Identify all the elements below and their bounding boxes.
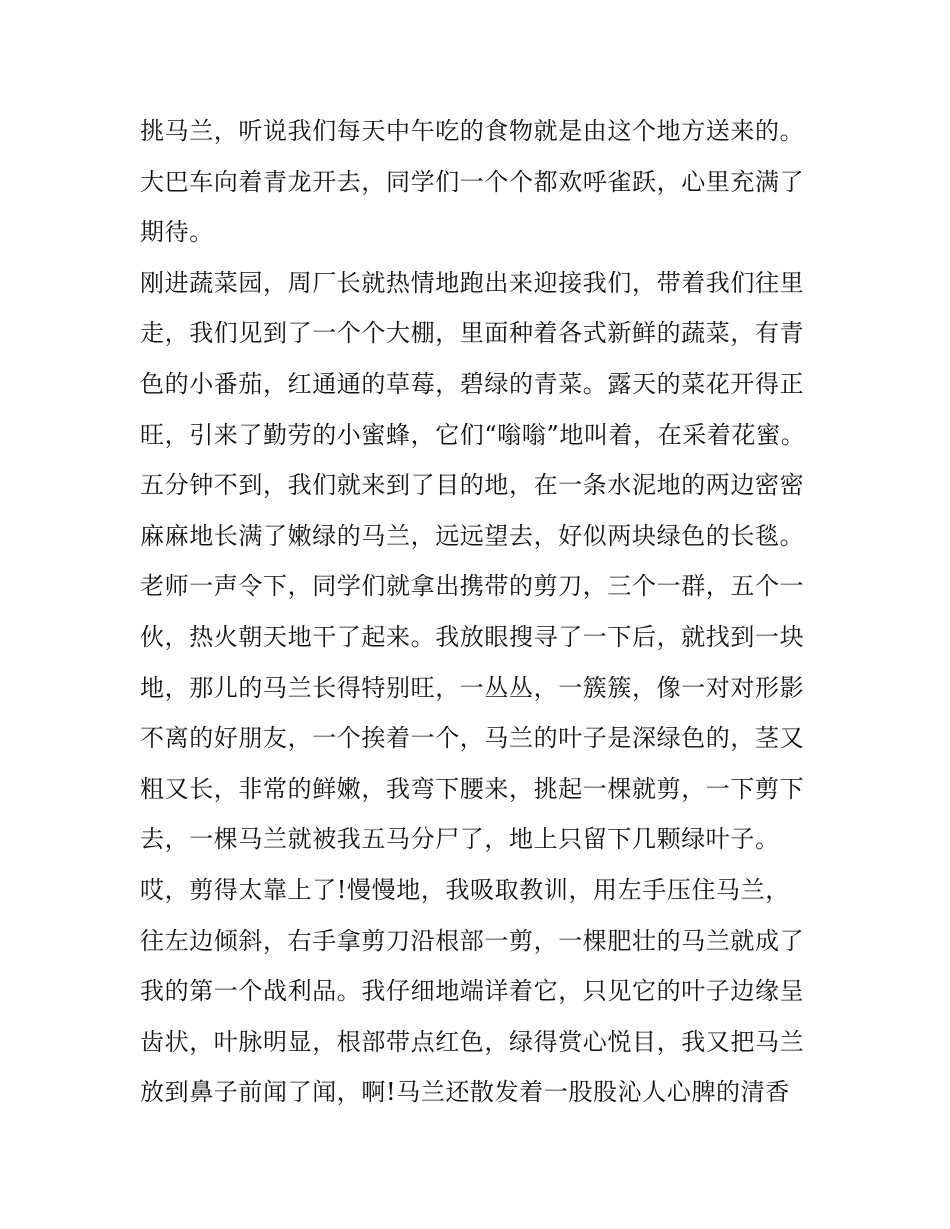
text-line: 我的第一个战利品。我仔细地端详着它，只见它的叶子边缘呈 bbox=[140, 977, 805, 1006]
body-text bbox=[140, 106, 820, 1118]
text-line: 伙，热火朝天地干了起来。我放眼搜寻了一下后，就找到一块 bbox=[140, 622, 805, 651]
text-line: 挑马兰，听说我们每天中午吃的食物就是由这个地方送来的。 bbox=[140, 117, 805, 145]
text-line: 哎，剪得太靠上了!慢慢地，我吸取教训，用左手压住马兰， bbox=[140, 875, 790, 904]
text-line: 色的小番茄，红通通的草莓，碧绿的青菜。露天的菜花开得正 bbox=[140, 369, 805, 398]
text-line: 期待。 bbox=[140, 218, 214, 247]
text-line: 齿状，叶脉明显，根部带点红色，绿得赏心悦目，我又把马兰 bbox=[140, 1027, 805, 1056]
text-line: 旺，引来了勤劳的小蜜蜂，它们“嗡嗡”地叫着，在采着花蜜。 bbox=[140, 420, 806, 449]
text-line: 五分钟不到，我们就来到了目的地，在一条水泥地的两边密密 bbox=[140, 471, 805, 500]
text-line: 地，那儿的马兰长得特别旺，一丛丛，一簇簇，像一对对形影 bbox=[140, 673, 805, 702]
text-line: 去，一棵马兰就被我五马分尸了，地上只留下几颗绿叶子。 bbox=[140, 825, 780, 854]
text-line: 刚进蔬菜园，周厂长就热情地跑出来迎接我们，带着我们往里 bbox=[140, 268, 805, 297]
text-line: 放到鼻子前闻了闻，啊!马兰还散发着一股股沁人心脾的清香 bbox=[140, 1078, 790, 1107]
text-line: 粗又长，非常的鲜嫩，我弯下腰来，挑起一棵就剪，一下剪下 bbox=[140, 774, 805, 803]
text-line: 老师一声令下，同学们就拿出携带的剪刀，三个一群，五个一 bbox=[140, 572, 805, 601]
text-line: 走，我们见到了一个个大棚，里面种着各式新鲜的蔬菜，有青 bbox=[140, 319, 805, 348]
text-line: 大巴车向着青龙开去，同学们一个个都欢呼雀跃，心里充满了 bbox=[140, 167, 805, 196]
text-line: 不离的好朋友，一个挨着一个，马兰的叶子是深绿色的，茎又 bbox=[140, 724, 805, 753]
text-line: 往左边倾斜，右手拿剪刀沿根部一剪，一棵肥壮的马兰就成了 bbox=[140, 926, 805, 955]
text-line: 麻麻地长满了嫩绿的马兰，远远望去，好似两块绿色的长毯。 bbox=[140, 521, 805, 550]
